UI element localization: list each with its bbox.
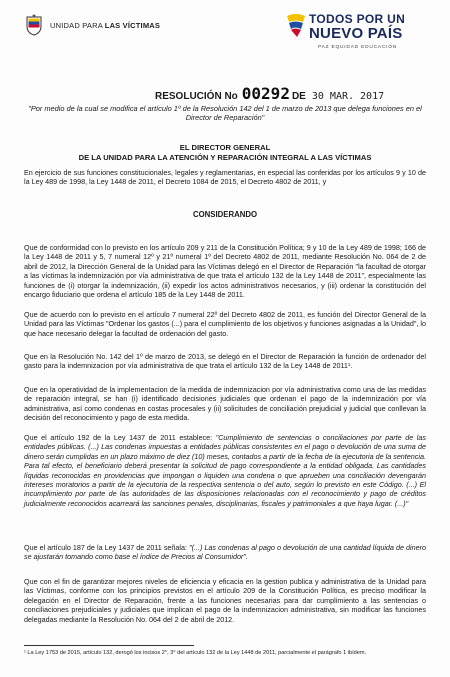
resolution-heading bbox=[155, 84, 384, 103]
logo-tagline: PAZ EQUIDAD EDUCACIÓN bbox=[318, 45, 398, 50]
paragraph-5 bbox=[24, 433, 426, 508]
paragraph-5-quote: "Cumplimiento de sentencias o conciliaciones por parte de las entidades públicas. (...) Las condenas impuestas a entidades públicas consistentes en el pago o devolución de una suma de dinero serán cumplidas en un plazo máximo de diez (10) meses, contados a partir de la fecha de la ejecutoria de la sentencia. Para tal efecto, el beneficiario deberá presentar la solicitud de pago correspondiente a la entidad obligada. Las cantidades líquidas reconocidas en providencias que impongan o liquiden una condena o que aprueben una conciliación devengarán intereses moratorios a partir de la ejecutoria de la respectiva sentencia o del auto, según lo previsto en este Código. (...) El incumplimiento por parte de las autoridades de las disposiciones relacionadas con el reconocimiento y pago de créditos judicialmente reconocidos acarreará las sanciones penales, disciplinarias, fiscales y patrimoniales a que haya lugar. (...)" bbox=[24, 433, 426, 508]
resolution-date-stamp: 30 MAR. 2017 bbox=[311, 91, 385, 102]
logo-line-2: NUEVO PAÍS bbox=[309, 25, 403, 42]
paragraph-6 bbox=[24, 543, 426, 562]
resolution-de: DE bbox=[291, 91, 306, 102]
issuer-title-line-2: DE LA UNIDAD PARA LA ATENCIÓN Y REPARACIÓN INTEGRAL A LAS VÍCTIMAS bbox=[78, 152, 372, 162]
issuer-title-line-1: EL DIRECTOR GENERAL bbox=[179, 143, 271, 152]
government-logo bbox=[285, 8, 430, 58]
unit-logo bbox=[24, 14, 160, 36]
coat-of-arms-icon bbox=[24, 14, 44, 36]
footnote: ¹ La Ley 1753 de 2015, artículo 132, derogó los incisos 2°, 3° del artículo 132 de la Ley 1448 de 2011, parcialmente el parágrafo 1 ibídem. bbox=[24, 650, 367, 656]
resolution-subtitle: "Por medio de la cual se modifica el artículo 1º de la Resolución 142 del 1 de marzo de 2013 que delega funciones en el Director de Reparación" bbox=[28, 104, 422, 123]
paragraph-1: Que de conformidad con lo previsto en los artículo 209 y 211 de la Constitución Política; 9 y 10 de la Ley 489 de 1998; 166 de la Ley 1448 de 2011 y 5, 7 numeral 12º y 21º numeral 1º del Decreto 4802 de 2011, mediante Resolución No. 064 de 2 de abril de 2012, la Dirección General de la Unidad para las Víctimas delegó en el Director de Reparación "la facultad de otorgar a las víctimas la indemnización por vía administrativa de que trata el artículo 132 de la Ley 1448 de 2011", especialmente las funciones de (i) otorgar la indemnización, (ii) expedir los actos administrativos necesarios, y (iii) ordenar la constitución del encargo fiduciario que ordena el artículo 185 de la Ley 1448 de 2011. bbox=[24, 243, 426, 300]
issuer-title bbox=[24, 143, 426, 163]
logo-line-1: TODOS POR UN bbox=[309, 12, 406, 26]
paragraph-3: Que en la Resolución No. 142 del 1º de marzo de 2013, se delegó en el Director de Reparación la función de ordenador del gasto para la indemnizacion por vía administrativa de que trata el artículo 132 de la Ley 1448 de 2011¹. bbox=[24, 352, 426, 371]
paragraph-6-quote: "(...) Las condenas al pago o devolución de una cantidad líquida de dinero se ajustarán tomando como base el índice de Precios al Consumidor". bbox=[24, 543, 426, 562]
resolution-number: 00292 bbox=[241, 84, 290, 103]
considerando-heading: CONSIDERANDO bbox=[192, 210, 258, 219]
unit-name: UNIDAD PARA LAS VÍCTIMAS bbox=[50, 20, 161, 30]
footnote-divider bbox=[24, 645, 194, 646]
paragraph-2: Que de acuerdo con lo previsto en el artículo 7 numeral 22º del Decreto 4802 de 2011, es función del Director General de la Unidad para las Víctimas "Ordenar los gastos (...) para el cumplimiento de los objetivos y funciones asignadas a la Unidad", lo que hace necesario delegar la facultad de ordenación del gasto. bbox=[24, 310, 426, 338]
intro-paragraph: En ejercicio de sus funciones constitucionales, legales y reglamentarias, en especial las conferidas por los artículos 9 y 10 de la Ley 489 de 1998, la Ley 1448 de 2011, el Decreto 1084 de 2015, el Decreto 4802 de 2011, y bbox=[24, 168, 426, 187]
paragraph-7: Que con el fin de garantizar mejores niveles de eficiencia y eficacia en la gestion publica y administrativa de la Unidad para las Víctimas, conforme con los principios previstos en el artículo 209 de la Constitución Política, es preciso modificar la delegación en el Director de Reparación, frente a las funciones necesarias para dar cumplimiento a las sentencias o conciliaciones prejudiciales y judiciales que implican el pago de la indemnizacion administrativa, sin modificar las funciones delegadas mediante la Resolución No. 064 del 2 de abril de 2012. bbox=[24, 577, 426, 624]
paragraph-6-lead: Que el artículo 187 de la Ley 1437 de 2011 señala: bbox=[24, 543, 190, 552]
paragraph-5-lead: Que el artículo 192 de la Ley 1437 de 2011 establece: bbox=[24, 433, 216, 442]
flag-mark-icon bbox=[285, 12, 307, 38]
resolution-label: RESOLUCIÓN No bbox=[155, 91, 238, 102]
paragraph-4: Que en la operatividad de la implementacion de la medida de indemnizacion por vía administrativa como una de las medidas de reparación integral, se han (i) identificado decisiones judiciales que ordenan el pago de la indemnización por vía administrativa, así como condenas en costas procesales y (ii) solicitudes de conciliación prejudicial y judicial que conllevan la decisión del reconocimiento y pago de esta medida. bbox=[24, 385, 426, 423]
